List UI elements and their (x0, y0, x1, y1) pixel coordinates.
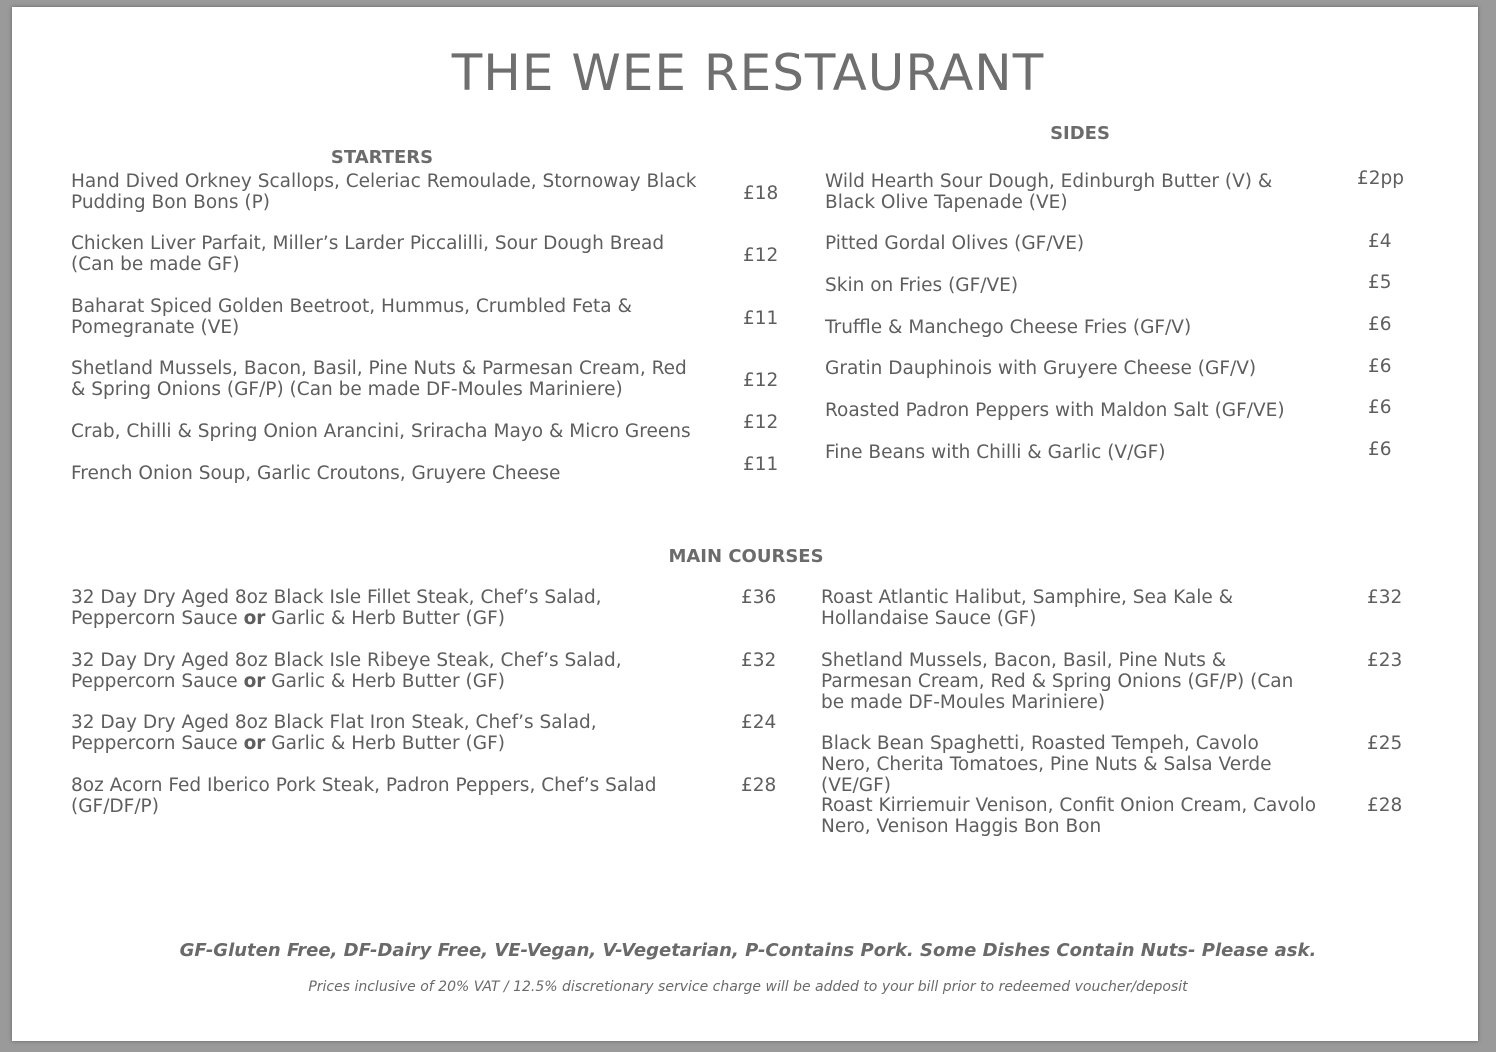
main-item (71, 775, 671, 817)
main-price: £28 (741, 775, 777, 796)
starter-price: £11 (743, 454, 779, 475)
main-price: £32 (741, 650, 777, 671)
main-item-text: Garlic & Herb Butter (GF) (265, 671, 505, 692)
side-item: Fine Beans with Chilli & Garlic (V/GF) (825, 442, 1166, 463)
dietary-key: GF-Gluten Free, DF-Dairy Free, VE-Vegan, V-Vegetarian, P-Contains Pork. Some Dishes Contain Nuts- Please ask. (179, 940, 1317, 961)
starter-item: Hand Dived Orkney Scallops, Celeriac Remoulade, Stornoway Black Pudding Bon Bons (P) (71, 171, 697, 213)
menu-page (12, 7, 1478, 1041)
main-price: £24 (741, 712, 777, 733)
or-text: or (243, 608, 266, 629)
main-item-text: Garlic & Herb Butter (GF) (265, 733, 505, 754)
starters-heading: STARTERS (330, 147, 434, 168)
starter-price: £18 (743, 183, 779, 204)
starter-item: Shetland Mussels, Bacon, Basil, Pine Nuts & Parmesan Cream, Red & Spring Onions (GF/P) (Can be made DF-Moules Mariniere) (71, 358, 687, 400)
sides-heading: SIDES (1050, 123, 1110, 144)
side-price: £6 (1368, 314, 1392, 335)
starter-price: £12 (743, 370, 779, 391)
side-price: £6 (1368, 439, 1392, 460)
main-item: Roast Kirriemuir Venison, Confit Onion Cream, Cavolo Nero, Venison Haggis Bon Bon (821, 795, 1317, 837)
side-item: Truffle & Manchego Cheese Fries (GF/V) (825, 317, 1192, 338)
main-item (71, 712, 631, 754)
starter-item: Chicken Liver Parfait, Miller’s Larder Piccalilli, Sour Dough Bread (Can be made GF) (71, 233, 665, 275)
or-text: or (243, 733, 266, 754)
main-item: Black Bean Spaghetti, Roasted Tempeh, Cavolo Nero, Cherita Tomatoes, Pine Nuts & Salsa Verde (VE/GF) (821, 733, 1272, 796)
starter-price: £12 (743, 412, 779, 433)
main-item-text: 32 Day Dry Aged 8oz Black Flat Iron Steak, Chef’s Salad, Peppercorn Sauce (71, 712, 597, 754)
main-item (71, 650, 631, 692)
main-price: £23 (1367, 650, 1403, 671)
side-price: £4 (1368, 231, 1392, 252)
side-price: £5 (1368, 272, 1392, 293)
prices-note: Prices inclusive of 20% VAT / 12.5% discretionary service charge will be added to your bill prior to redeemed voucher/deposit (308, 979, 1188, 995)
starter-item: Crab, Chilli & Spring Onion Arancini, Sriracha Mayo & Micro Greens (71, 421, 691, 442)
main-item-text: 32 Day Dry Aged 8oz Black Isle Fillet Steak, Chef’s Salad, Peppercorn Sauce (71, 587, 602, 629)
side-item: Roasted Padron Peppers with Maldon Salt (GF/VE) (825, 400, 1285, 421)
main-item (71, 587, 631, 629)
main-price: £25 (1367, 733, 1403, 754)
main-item-text: 8oz Acorn Fed Iberico Pork Steak, Padron Peppers, Chef’s Salad (GF/DF/P) (71, 775, 657, 817)
main-price: £28 (1367, 795, 1403, 816)
side-price: £2pp (1357, 168, 1405, 189)
main-courses-heading: MAIN COURSES (668, 546, 824, 567)
side-item: Wild Hearth Sour Dough, Edinburgh Butter (V) & Black Olive Tapenade (VE) (825, 171, 1273, 213)
main-item: Shetland Mussels, Bacon, Basil, Pine Nuts & Parmesan Cream, Red & Spring Onions (GF/P) (Can be made DF-Moules Mariniere) (821, 650, 1294, 713)
starter-item: French Onion Soup, Garlic Croutons, Gruyere Cheese (71, 463, 561, 484)
or-text: or (243, 671, 266, 692)
starter-price: £11 (743, 308, 779, 329)
side-price: £6 (1368, 397, 1392, 418)
starter-item: Baharat Spiced Golden Beetroot, Hummus, Crumbled Feta & Pomegranate (VE) (71, 296, 632, 338)
side-item: Pitted Gordal Olives (GF/VE) (825, 233, 1085, 254)
main-item: Roast Atlantic Halibut, Samphire, Sea Kale & Hollandaise Sauce (GF) (821, 587, 1234, 629)
main-item-text: Garlic & Herb Butter (GF) (265, 608, 505, 629)
main-price: £36 (741, 587, 777, 608)
side-item: Gratin Dauphinois with Gruyere Cheese (GF/V) (825, 358, 1257, 379)
main-price: £32 (1367, 587, 1403, 608)
main-item-text: 32 Day Dry Aged 8oz Black Isle Ribeye Steak, Chef’s Salad, Peppercorn Sauce (71, 650, 622, 692)
side-price: £6 (1368, 356, 1392, 377)
side-item: Skin on Fries (GF/VE) (825, 275, 1019, 296)
page-title: THE WEE RESTAURANT (451, 44, 1045, 102)
starter-price: £12 (743, 245, 779, 266)
